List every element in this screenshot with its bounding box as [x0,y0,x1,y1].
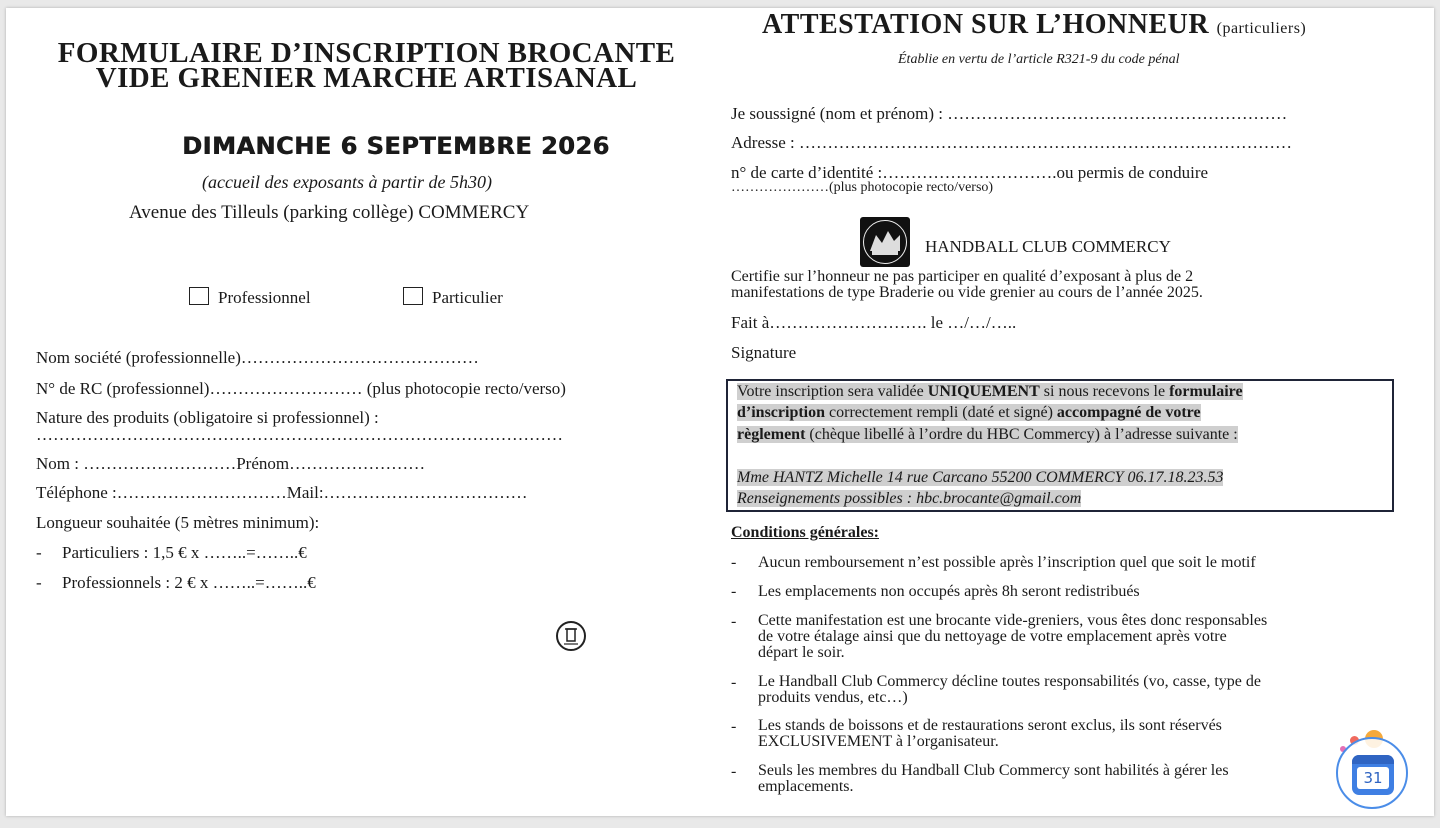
notice-line2: d’inscription correctement rempli (daté et signé) accompagné de votre [737,404,1201,421]
condition-item: Les emplacements non occupés après 8h seront redistribués [758,583,1140,600]
field-carte-identite[interactable]: n° de carte d’identité :………………………….ou permis de conduire [731,163,1209,182]
attestation-title: ATTESTATION SUR L’HONNEUR (particuliers) [762,9,1307,40]
notice-address: Mme HANTZ Michelle 14 rue Carcano 55200 COMMERCY 06.17.18.23.53 [737,469,1224,486]
condition-item: départ le soir. [758,644,845,661]
field-nature-dots[interactable]: ………………………………………………………………………………… [36,425,563,444]
condition-item: Seuls les membres du Handball Club Commercy sont habilités à gérer les [758,762,1229,779]
professionnel-checkbox[interactable] [189,287,209,305]
condition-item: de votre étalage ainsi que du nettoyage de votre emplacement après votre [758,628,1227,645]
professionnel-label: Professionnel [218,288,311,307]
tarif-professionnels[interactable]: Professionnels : 2 € x ……..=……..€ [62,573,316,592]
club-logo-icon [556,621,586,651]
particulier-checkbox[interactable] [403,287,423,305]
certifie-line1: Certifie sur l’honneur ne pas participer en qualité d’exposant à plus de 2 [731,268,1194,285]
attestation-subtitle: Établie en vertu de l’article R321-9 du code pénal [898,52,1180,67]
notice-line1: Votre inscription sera validée UNIQUEMENT si nous recevons le formulaire [737,383,1243,400]
event-location: Avenue des Tilleuls (parking collège) COMMERCY [129,202,530,223]
condition-item: produits vendus, etc…) [758,689,908,706]
dash: - [731,763,737,780]
dash: - [36,543,42,562]
handball-club-logo-icon [860,217,910,267]
condition-item: EXCLUSIVEMENT à l’organisateur. [758,733,999,750]
conditions-title: Conditions générales: [731,524,879,541]
condition-item: Cette manifestation est une brocante vide-greniers, vous êtes donc responsables [758,612,1268,629]
calendar-widget-button[interactable] [1336,737,1408,809]
field-soussigne[interactable]: Je soussigné (nom et prénom) : …………………………………………………… [731,104,1288,123]
form-title-line2: VIDE GRENIER MARCHE ARTISANAL [95,62,638,94]
condition-item: Aucun remboursement n’est possible après l’inscription quel que soit le motif [758,554,1256,571]
field-adresse[interactable]: Adresse : …………………………………………………………………………… [731,133,1292,152]
carte-note: …………………(plus photocopie recto/verso) [731,180,994,195]
notice-contact: Renseignements possibles : hbc.brocante@gmail.com [737,490,1082,507]
condition-item: emplacements. [758,778,854,795]
field-numero-rc[interactable]: N° de RC (professionnel)……………………… (plus photocopie recto/verso) [36,379,566,398]
particulier-label: Particulier [432,288,503,307]
event-date: DIMANCHE 6 SEPTEMBRE 2026 [182,132,610,160]
condition-item: Le Handball Club Commercy décline toutes responsabilités (vo, casse, type de [758,673,1261,690]
club-name: HANDBALL CLUB COMMERCY [925,237,1171,256]
dash: - [731,718,737,735]
tarif-particuliers[interactable]: Particuliers : 1,5 € x ……..=……..€ [62,543,307,562]
condition-item: Les stands de boissons et de restaurations seront exclus, ils sont réservés [758,717,1222,734]
field-signature[interactable]: Signature [731,343,797,362]
certifie-line2: manifestations de type Braderie ou vide grenier au cours de l’année 2025. [731,284,1203,301]
field-fait-le[interactable]: Fait à………………………. le …/…/….. [731,313,1017,332]
field-telephone-mail[interactable]: Téléphone :…………………………Mail:……………………………… [36,483,528,502]
dash: - [36,573,42,592]
dash: - [731,583,737,600]
dash: - [731,674,737,691]
field-nature-produits: Nature des produits (obligatoire si professionnel) : [36,408,379,427]
accueil-note: (accueil des exposants à partir de 5h30) [202,172,492,192]
field-nom-societe[interactable]: Nom société (professionnelle)…………………………………… [36,348,479,367]
field-nom-prenom[interactable]: Nom : ………………………Prénom…………………… [36,454,426,473]
calendar-icon: 31 [1352,755,1394,795]
field-longueur: Longueur souhaitée (5 mètres minimum): [36,513,320,532]
notice-line3: règlement (chèque libellé à l’ordre du HBC Commercy) à l’adresse suivante : [737,426,1238,443]
form-title-line1: FORMULAIRE D’INSCRIPTION BROCANTE [57,37,676,69]
dash: - [731,554,737,571]
dash: - [731,613,737,630]
